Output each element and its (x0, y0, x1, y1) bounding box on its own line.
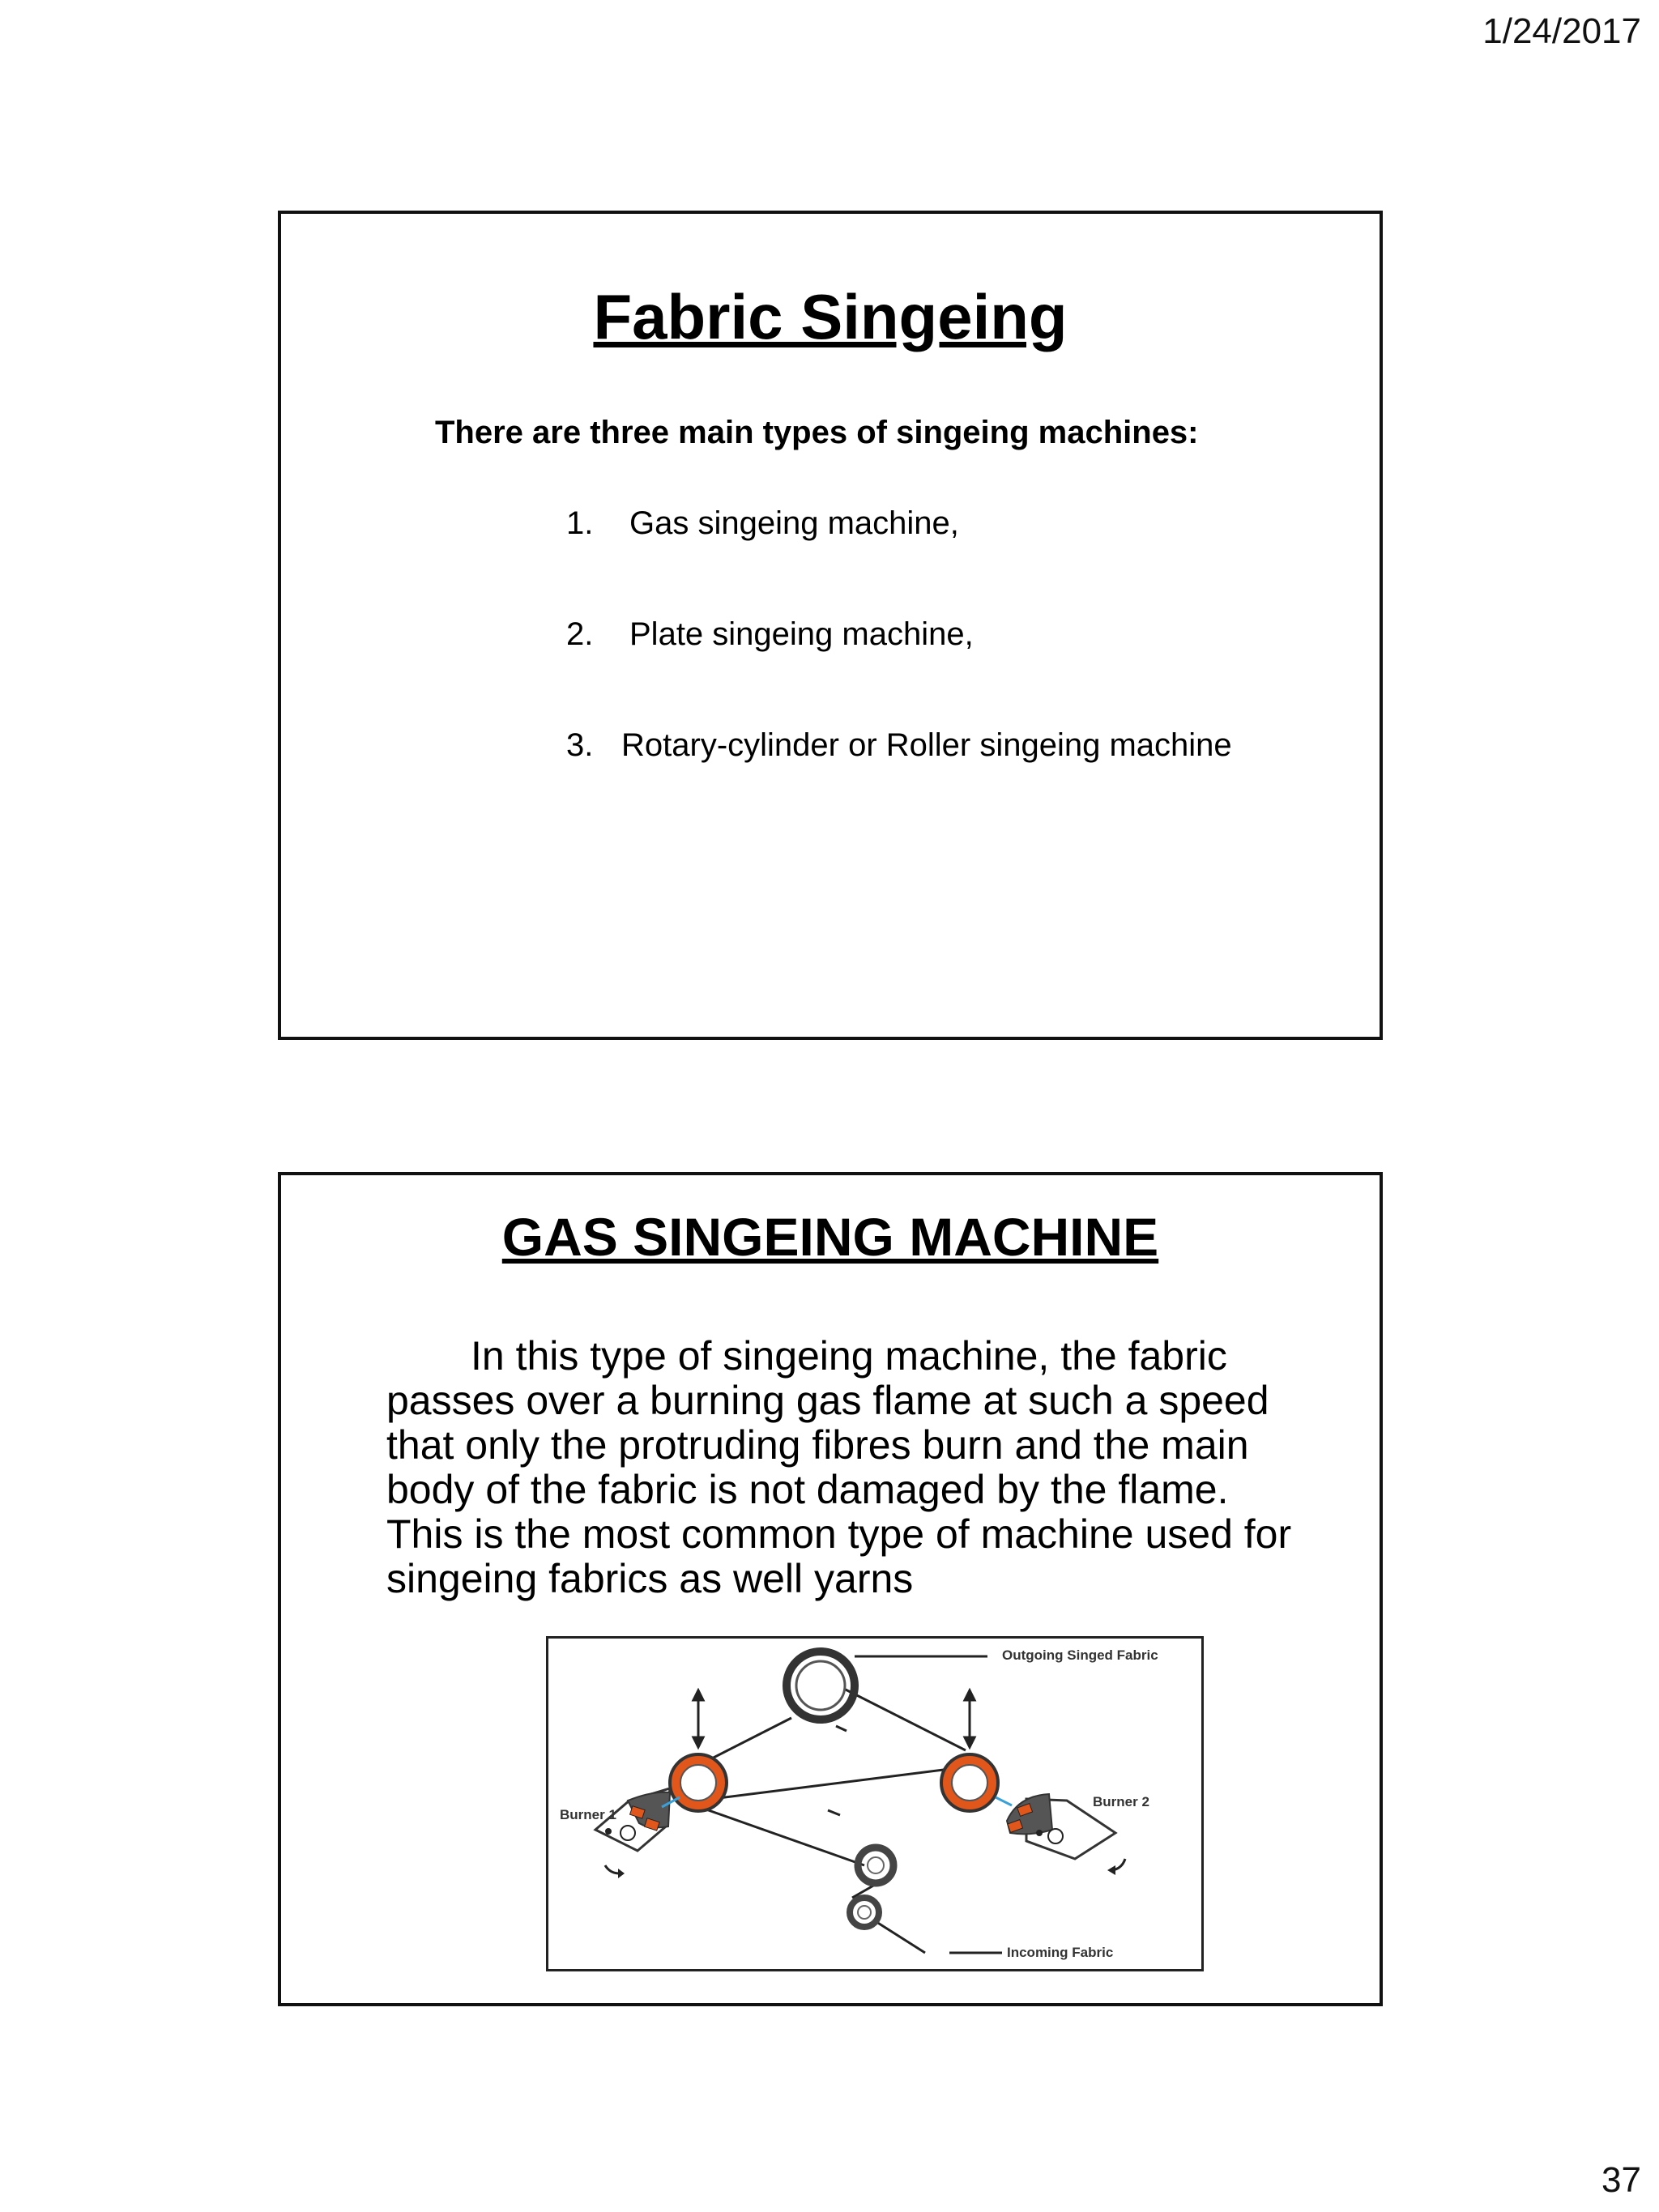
list-item-text: Plate singeing machine, (629, 616, 974, 652)
label-outgoing-fabric: Outgoing Singed Fabric (1002, 1647, 1158, 1663)
slide-title: Fabric Singeing (593, 281, 1068, 352)
slide-intro: There are three main types of singeing machines: (435, 415, 1199, 450)
arrow-up-icon (965, 1690, 975, 1700)
list-item-number: 2. (566, 616, 594, 652)
singeing-roller-left (670, 1754, 727, 1811)
top-roller-core (796, 1661, 845, 1710)
fabric-segment (704, 1809, 864, 1865)
label-burner-2: Burner 2 (1093, 1794, 1149, 1809)
header-date: 1/24/2017 (1482, 11, 1641, 51)
gas-singeing-diagram (546, 1636, 1204, 1971)
guide-roller-core (868, 1857, 884, 1873)
guide-roller-core (858, 1906, 871, 1919)
label-incoming-fabric: Incoming Fabric (1007, 1945, 1114, 1960)
list-item-number: 3. (566, 727, 594, 763)
arrow-down-icon (965, 1737, 975, 1747)
singeing-roller-right (941, 1754, 998, 1811)
slide-fabric-singeing (278, 211, 1383, 1040)
list-item (566, 505, 959, 542)
list-item-text: Rotary-cylinder or Roller singeing machine (621, 727, 1232, 763)
list-item (566, 727, 1232, 764)
burner-1 (595, 1788, 680, 1878)
fabric-segment (701, 1718, 791, 1764)
page-number: 37 (1601, 2160, 1641, 2200)
list-item (566, 616, 974, 653)
fabric-mark (828, 1810, 840, 1815)
list-item-text: Gas singeing machine, (629, 505, 959, 541)
arrow-down-icon (693, 1737, 703, 1747)
slide-body (386, 1334, 1302, 1601)
incoming-fabric-line (874, 1920, 925, 1953)
arrow-up-icon (693, 1690, 703, 1700)
slide-gas-singeing-machine (278, 1172, 1383, 2006)
fabric-mark (836, 1726, 847, 1731)
slide-title: GAS SINGEING MACHINE (501, 1207, 1159, 1267)
body-paragraph: In this type of singeing machine, the fabric passes over a burning gas flame at such a speed that only the protruding fibres burn and the main body of the fabric is not damaged by the flame. This is the most common type of machine used for singeing fabrics as well yarns (386, 1333, 1292, 1601)
list-item-number: 1. (566, 505, 594, 541)
label-burner-1: Burner 1 (560, 1807, 616, 1822)
